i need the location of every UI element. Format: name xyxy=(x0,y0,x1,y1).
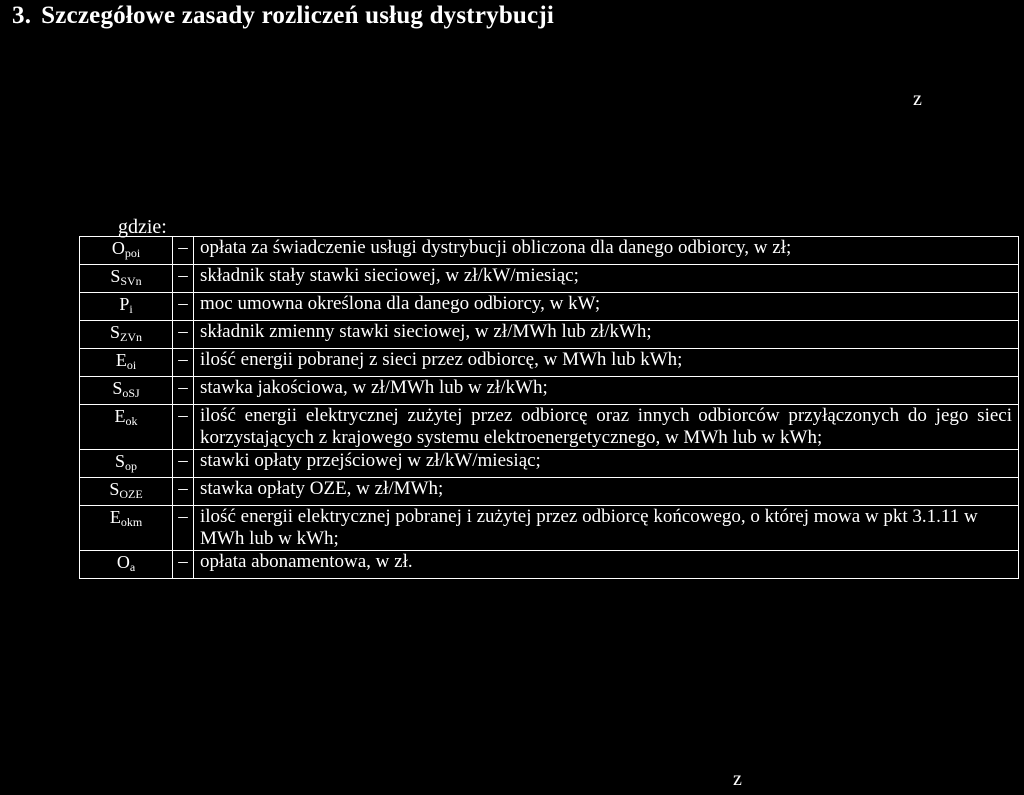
legend-dash: – xyxy=(173,405,194,450)
legend-description: stawki opłaty przejściowej w zł/kW/miesiąc; xyxy=(194,450,1019,478)
legend-row xyxy=(80,265,1019,293)
legend-description: ilość energii pobranej z sieci przez odbiorcę, w MWh lub kWh; xyxy=(194,349,1019,377)
legend-intro: gdzie: xyxy=(118,216,167,238)
legend-symbol-letter: E xyxy=(115,350,127,370)
legend-dash: – xyxy=(173,293,194,321)
legend-row xyxy=(80,506,1019,551)
legend-dash: – xyxy=(173,551,194,579)
legend-symbol-subscript: i xyxy=(129,302,133,316)
legend-dash: – xyxy=(173,237,194,265)
legend-row xyxy=(80,349,1019,377)
legend-description: stawka opłaty OZE, w zł/MWh; xyxy=(194,478,1019,506)
legend-symbol xyxy=(80,551,173,579)
legend-description: opłata abonamentowa, w zł. xyxy=(194,551,1019,579)
legend-dash: – xyxy=(173,450,194,478)
legend-description: ilość energii elektrycznej zużytej przez odbiorcę oraz innych odbiorców przyłączonych do jego sieci korzystających z krajowego systemu elektroenergetycznego, w MWh lub w kWh; xyxy=(194,405,1019,450)
legend-symbol-letter: O xyxy=(116,552,130,572)
legend-description: stawka jakościowa, w zł/MWh lub w zł/kWh; xyxy=(194,377,1019,405)
legend-symbol-subscript: oSJ xyxy=(122,386,140,400)
legend-description: ilość energii elektrycznej pobranej i zużytej przez odbiorcę końcowego, o której mowa w pkt 3.1.11 w MWh lub w kWh; xyxy=(194,506,1019,551)
stray-mark-top: z xyxy=(913,88,922,110)
legend-symbol-letter: S xyxy=(109,479,120,499)
legend-symbol-subscript: ok xyxy=(125,414,138,428)
legend-symbol-subscript: op xyxy=(125,459,137,473)
legend-symbol-letter: E xyxy=(109,507,121,527)
legend-row xyxy=(80,551,1019,579)
legend-symbol xyxy=(80,321,173,349)
legend-symbol-letter: P xyxy=(119,294,130,314)
legend-symbol-letter: E xyxy=(114,406,126,426)
legend-symbol-subscript: SVn xyxy=(120,274,142,288)
legend-symbol-letter: S xyxy=(114,451,125,471)
stray-mark-bottom: z xyxy=(733,768,742,790)
legend-symbol-subscript: poi xyxy=(124,246,141,260)
symbol-legend-table xyxy=(79,236,1019,579)
legend-symbol-subscript: ZVn xyxy=(120,330,142,344)
legend-dash: – xyxy=(173,321,194,349)
legend-description: składnik zmienny stawki sieciowej, w zł/MWh lub zł/kWh; xyxy=(194,321,1019,349)
legend-row xyxy=(80,377,1019,405)
legend-dash: – xyxy=(173,349,194,377)
legend-symbol-subscript: okm xyxy=(120,515,143,529)
legend-row xyxy=(80,450,1019,478)
legend-symbol-letter: S xyxy=(110,266,121,286)
legend-symbol xyxy=(80,506,173,551)
legend-symbol-subscript: oi xyxy=(126,358,137,372)
legend-row xyxy=(80,321,1019,349)
legend-symbol xyxy=(80,349,173,377)
legend-dash: – xyxy=(173,377,194,405)
legend-symbol xyxy=(80,478,173,506)
legend-symbol-subscript: OZE xyxy=(119,487,143,501)
legend-symbol xyxy=(80,265,173,293)
legend-symbol xyxy=(80,293,173,321)
legend-symbol-subscript: a xyxy=(129,560,136,574)
legend-row xyxy=(80,237,1019,265)
legend-description: składnik stały stawki sieciowej, w zł/kW/miesiąc; xyxy=(194,265,1019,293)
legend-dash: – xyxy=(173,478,194,506)
legend-symbol xyxy=(80,377,173,405)
legend-symbol-letter: S xyxy=(109,322,120,342)
section-title: Szczegółowe zasady rozliczeń usług dystrybucji xyxy=(41,2,555,29)
legend-symbol-letter: S xyxy=(112,378,123,398)
legend-description: moc umowna określona dla danego odbiorcy, w kW; xyxy=(194,293,1019,321)
legend-row xyxy=(80,405,1019,450)
legend-symbol xyxy=(80,237,173,265)
legend-symbol-letter: O xyxy=(111,238,125,258)
legend-dash: – xyxy=(173,265,194,293)
legend-dash: – xyxy=(173,506,194,551)
section-number: 3. xyxy=(12,2,32,29)
legend-row xyxy=(80,478,1019,506)
legend-description: opłata za świadczenie usługi dystrybucji obliczona dla danego odbiorcy, w zł; xyxy=(194,237,1019,265)
legend-row xyxy=(80,293,1019,321)
legend-symbol xyxy=(80,450,173,478)
legend-symbol xyxy=(80,405,173,450)
section-heading xyxy=(12,2,554,30)
